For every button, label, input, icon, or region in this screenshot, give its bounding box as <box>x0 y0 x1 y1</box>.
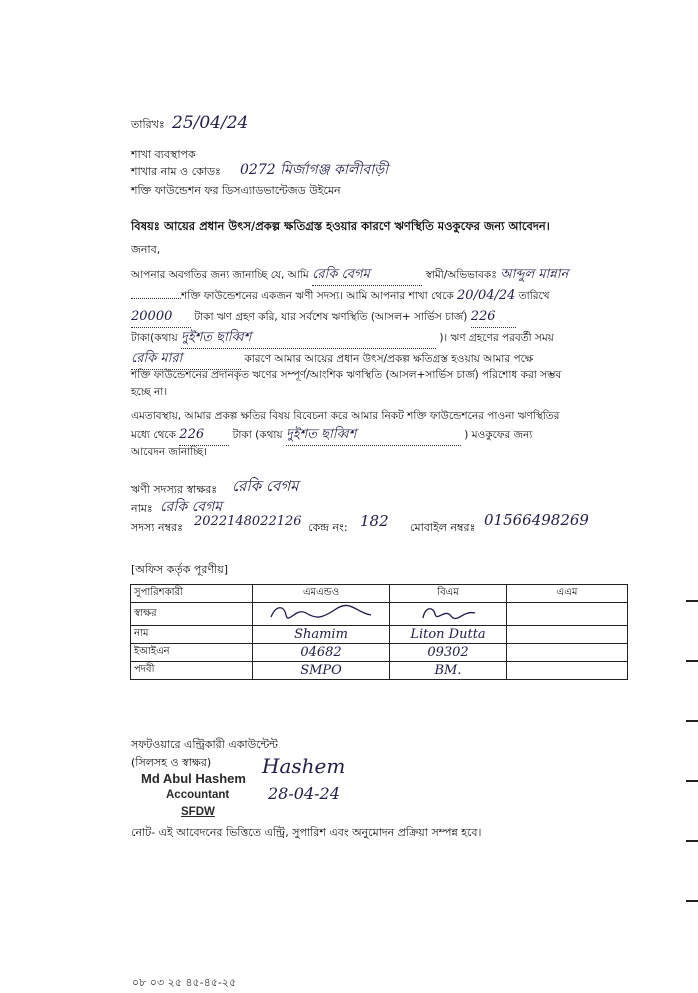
para1-line2: শক্তি ফাউন্ডেশনের একজন ঋণী সদস্য। আমি আপনার শাখা থেকে 20/04/24 তারিখে <box>131 285 550 307</box>
am-name <box>507 626 628 644</box>
accountant-sign-date: 28-04-24 <box>268 784 340 803</box>
accountant-signature: Hashem <box>262 754 346 778</box>
balance-words-field: দুইশত ছাব্বিশ <box>181 327 436 349</box>
table-row-label: নাম <box>131 626 253 644</box>
am-designation <box>507 662 628 680</box>
table-row-label: স্বাক্ষর <box>131 603 253 626</box>
scan-edge-mark <box>686 840 698 842</box>
waiver-words-field: দুইশত ছাব্বিশ <box>286 424 461 446</box>
para1-line4: টাকা(কথায় দুইশত ছাব্বিশ )। ঋণ গ্রহণের পরবর্তী সময় <box>131 327 554 349</box>
bm-ein: 09302 <box>390 644 507 662</box>
recommendation-table <box>130 584 628 680</box>
table-row <box>131 662 628 680</box>
scan-edge-mark <box>686 600 698 602</box>
mobile-label: মোবাইল নম্বরঃ <box>410 521 476 534</box>
bm-signature-mark <box>403 604 493 622</box>
bm-signature <box>390 603 507 626</box>
bm-name: Liton Dutta <box>390 626 507 644</box>
member-sig-label: ঋণী সদস্যর স্বাক্ষরঃ <box>131 483 218 496</box>
member-signature: রেকি বেগম <box>232 477 299 495</box>
addressee-org: শক্তি ফাউন্ডেশন ফর ডিসএ্যাডভান্টেজড উইমেন <box>131 184 341 197</box>
accountant-title: সফটওয়ারে এন্ট্রিকারী একাউন্টেন্ট <box>131 738 278 751</box>
subject: বিষয়ঃ আয়ের প্রধান উৎস/প্রকল্প ক্ষতিগ্রস্ত হওয়ার কারণে ঋণস্থিতি মওকুফের জন্য আবেদন। <box>131 219 550 233</box>
stamp-title: Accountant <box>166 789 230 801</box>
waiver-amount-field: 226 <box>179 424 229 446</box>
bm-designation: BM. <box>390 662 507 680</box>
office-use-label: [অফিস কর্তৃক পূরণীয়] <box>131 563 228 576</box>
para1-line1: আপনার অবগতির জন্য জানাচ্ছি যে, আমি রেকি বেগম স্বামী/অভিভাবকঃ আব্দুল মান্নান <box>131 264 568 286</box>
salutation: জনাব, <box>131 243 161 256</box>
table-row-label: পদবী <box>131 662 253 680</box>
scan-edge-mark <box>686 780 698 782</box>
mo-ein: 04682 <box>253 644 390 662</box>
table-row <box>131 626 628 644</box>
table-header: এএম <box>507 585 628 603</box>
mo-signature <box>253 603 390 626</box>
guardian-field: আব্দুল মান্নান <box>500 267 569 282</box>
accountant-seal-note: (সিলসহ ও স্বাক্ষর) <box>131 756 212 769</box>
para1-line6: শক্তি ফাউন্ডেশনের প্রদানকৃত ঋণের সম্পূর্ণ/আংশিক ঋণস্থিতি (আসল+সার্ভিস চার্জ) পরিশোধ করা সম্ভব <box>131 369 562 381</box>
mobile-value: 01566498269 <box>484 511 589 529</box>
member-no-label: সদস্য নম্বরঃ <box>131 521 183 534</box>
scan-edge-mark <box>686 720 698 722</box>
table-header-row <box>131 585 628 603</box>
para1-line3: 20000 টাকা ঋণ গ্রহণ করি, যার সর্বশেষ ঋণস্থিতি (আসল+ সার্ভিস চার্জ) 226 <box>131 306 516 328</box>
table-row-label: ইআইএন <box>131 644 253 662</box>
mo-signature-mark <box>266 603 376 621</box>
center-label: কেন্দ্র নং: <box>308 521 348 534</box>
center-value: 182 <box>360 512 389 530</box>
loan-amount-field: 20000 <box>131 306 191 328</box>
table-row <box>131 603 628 626</box>
date-label: তারিখঃ <box>131 118 165 131</box>
para2-line2: মধ্যে থেকে 226 টাকা (কথায় দুইশত ছাব্বিশ ) মওকুফের জন্য <box>131 424 532 446</box>
member-name-field: রেকি বেগম <box>312 264 422 286</box>
para2-line3: আবেদন জানাচ্ছি। <box>131 446 207 458</box>
para1-line5: রেকি মারা কারণে আমার আয়ের প্রধান উৎস/প্রকল্প ক্ষতিগ্রস্ত হওয়ায় আমার পক্ষে <box>131 348 533 370</box>
member-no-value: 2022148022126 <box>194 514 302 529</box>
cause-field: রেকি মারা <box>131 348 241 370</box>
stamp-org: SFDW <box>181 806 215 818</box>
branch-label: শাখার নাম ও কোডঃ <box>131 165 221 178</box>
para2-line1: এমতাবস্থায়, আমার প্রকল্প ক্ষতির বিষয় বিবেচনা করে আমার নিকট শক্তি ফাউন্ডেশনের পাওনা ঋণস্থিতির <box>131 410 560 422</box>
addressee-title: শাখা ব্যবস্থাপক <box>131 148 196 161</box>
member-name-value: রেকি বেগম <box>160 499 223 515</box>
branch-value: 0272 মির্জাগঞ্জ কালীবাড়ী <box>240 162 389 178</box>
balance-field: 226 <box>471 306 516 328</box>
scan-edge-mark <box>686 660 698 662</box>
am-ein <box>507 644 628 662</box>
note: নোট- এই আবেদনের ভিত্তিতে এন্ট্রি, সুপারিশ এবং অনুমোদন প্রক্রিয়া সম্পন্ন হবে। <box>131 826 482 839</box>
mo-designation: SMPO <box>253 662 390 680</box>
am-signature <box>507 603 628 626</box>
loan-date-field: 20/04/24 <box>457 288 516 303</box>
stamp-name: Md Abul Hashem <box>141 771 246 786</box>
scan-edge-mark <box>686 900 698 902</box>
date-value: 25/04/24 <box>172 113 249 133</box>
member-name-label: নামঃ <box>131 502 153 515</box>
mo-name: Shamim <box>253 626 390 644</box>
para1-line7: হচ্ছে না। <box>131 386 168 398</box>
table-row <box>131 644 628 662</box>
footer-partial-text: ০৮ ০৩ ২৫ ৪৫-৪৫-২৫ <box>132 976 237 989</box>
table-header: বিএম <box>390 585 507 603</box>
table-header: সুপারিশকারী <box>131 585 253 603</box>
table-header: এমএন্ডও <box>253 585 390 603</box>
